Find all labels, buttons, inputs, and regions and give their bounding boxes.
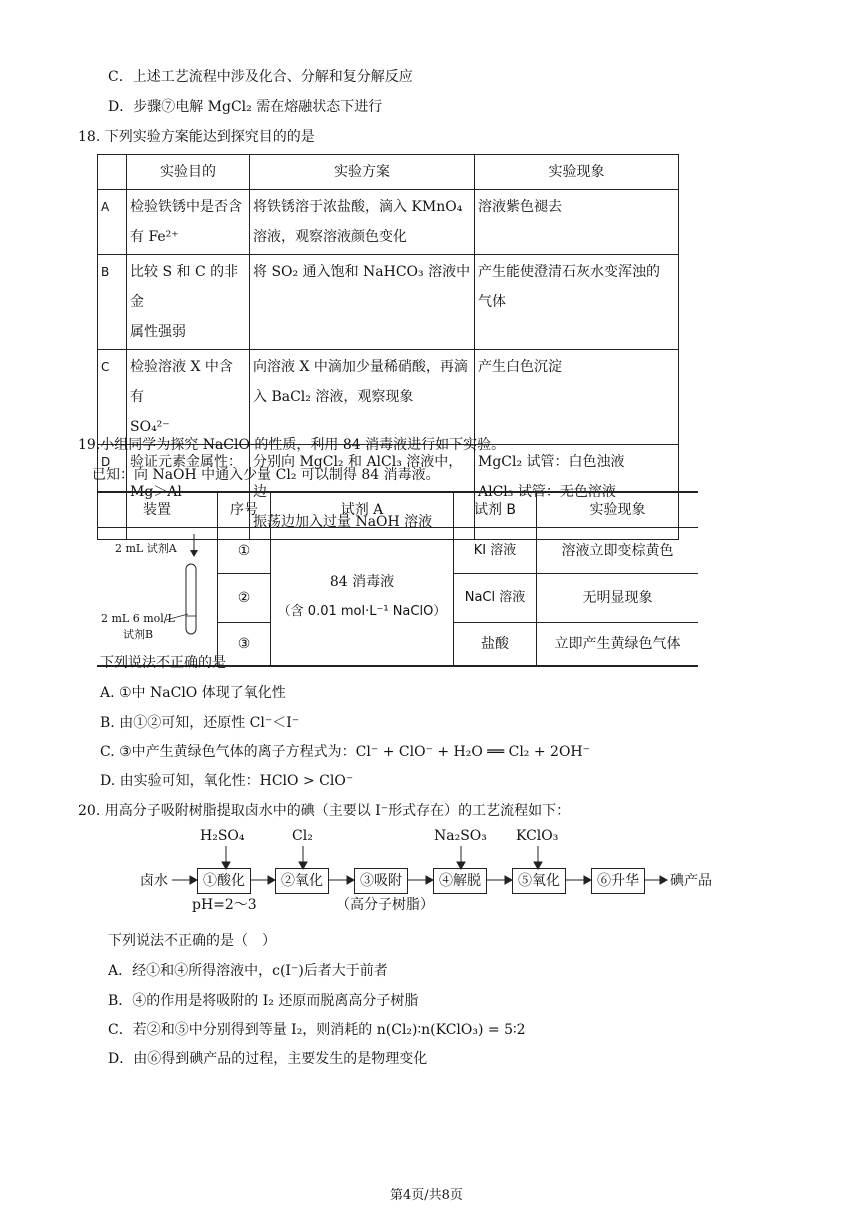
apparatus-cell xyxy=(97,528,218,667)
plan-text: 入 BaCl₂ 溶液，观察现象 xyxy=(253,389,414,405)
plan-text: 分别向 MgCl₂ 和 AlCl₃ 溶液中，边 xyxy=(253,454,463,500)
observation: 立即产生黄绿色气体 xyxy=(537,622,699,666)
table-header-cell: 实验方案 xyxy=(250,155,475,190)
flow-step-oxidize-2: ⑤氧化 xyxy=(512,868,566,894)
q20-option-c: C．若②和⑤中分别得到等量 I₂，则消耗的 n(Cl₂)∶n(KClO₃) = 5∶2 xyxy=(108,1022,526,1038)
plan-text: 将铁锈溶于浓盐酸，滴入 KMnO₄ xyxy=(253,199,463,215)
table-header-cell: 实验目的 xyxy=(127,155,250,190)
obs-text: 产生能使澄清石灰水变浑浊的 xyxy=(478,264,660,280)
flow-step-oxidize: ②氧化 xyxy=(275,868,329,894)
obs-text: MgCl₂ 试管：白色浊液 xyxy=(478,454,625,470)
apparatus-label-b: 试剂B xyxy=(123,628,154,641)
q19-option-d: D. 由实验可知，氧化性：HClO > ClO⁻ xyxy=(100,773,354,789)
goal-text: 验证元素金属性： xyxy=(130,454,242,470)
q20-option-a: A．经①和④所得溶液中，c(I⁻)后者大于前者 xyxy=(108,963,388,979)
table-header-cell: 实验现象 xyxy=(537,492,699,528)
page-footer: 第4页/共8页 xyxy=(390,1188,463,1203)
row-number: ③ xyxy=(218,622,271,666)
flow-resin-note: （高分子树脂） xyxy=(336,897,434,913)
goal-text: 有 Fe²⁺ xyxy=(130,229,179,245)
flow-start: 卤水 xyxy=(140,873,168,889)
goal-text: 检验溶液 X 中含有 xyxy=(130,359,233,405)
goal-text: 属性强弱 xyxy=(130,324,186,340)
row-key: A xyxy=(98,190,127,255)
q20-flowchart xyxy=(140,828,740,918)
reagent-na2so3: Na₂SO₃ xyxy=(434,828,487,844)
reagent-a-name: 84 消毒液 xyxy=(329,573,395,590)
flow-end: 碘产品 xyxy=(670,873,712,889)
plan-text: 将 SO₂ 通入饱和 NaHCO₃ 溶液中 xyxy=(253,264,471,280)
row-key: B xyxy=(98,255,127,350)
table-header-cell xyxy=(98,155,127,190)
table-header-cell: 试剂 A xyxy=(271,492,454,528)
obs-text: 溶液紫色褪去 xyxy=(478,199,562,215)
reagent-b: NaCl 溶液 xyxy=(454,574,537,622)
q17-option-c: C．上述工艺流程中涉及化合、分解和复分解反应 xyxy=(108,69,413,85)
q19-prompt: 下列说法不正确的是 xyxy=(100,655,226,671)
flow-step-desorb: ④解脱 xyxy=(433,868,487,894)
flow-step-adsorb: ③吸附 xyxy=(354,868,408,894)
q19-table xyxy=(97,491,698,667)
reagent-b: 盐酸 xyxy=(454,622,537,666)
apparatus-label-b: 2 mL 6 mol/L xyxy=(101,612,175,625)
plan-text: 向溶液 X 中滴加少量稀硝酸，再滴 xyxy=(253,359,468,375)
observation: 无明显现象 xyxy=(537,574,699,622)
plan-text: 溶液，观察溶液颜色变化 xyxy=(253,229,407,245)
table-header-row xyxy=(98,155,679,190)
table-header-row xyxy=(97,492,698,528)
observation: 溶液立即变棕黄色 xyxy=(537,528,699,574)
q20-prompt: 下列说法不正确的是（ ） xyxy=(108,933,276,949)
row-key: D xyxy=(98,445,127,540)
q19-known: 已知：向 NaOH 中通入少量 Cl₂ 可以制得 84 消毒液。 xyxy=(92,467,440,483)
table-row xyxy=(98,255,679,350)
plan-text xyxy=(253,287,471,317)
table-header-cell: 试剂 B xyxy=(454,492,537,528)
reagent-a-cell xyxy=(271,528,454,667)
apparatus-label-a: 2 mL 试剂A xyxy=(115,542,177,555)
flow-step-sublime: ⑥升华 xyxy=(591,868,645,894)
goal-text: 比较 S 和 C 的非金 xyxy=(130,264,239,310)
obs-text: 产生白色沉淀 xyxy=(478,359,562,375)
obs-text: 气体 xyxy=(478,294,506,310)
q20-stem: 20. 用高分子吸附树脂提取卤水中的碘（主要以 I⁻形式存在）的工艺流程如下： xyxy=(78,803,571,819)
q19-stem: 19.小组同学为探究 NaClO 的性质，利用 84 消毒液进行如下实验。 xyxy=(78,437,506,453)
table-row xyxy=(97,528,698,574)
table-row xyxy=(98,350,679,445)
table-header-cell: 实验现象 xyxy=(475,155,679,190)
table-row xyxy=(98,190,679,255)
q19-option-a: A. ①中 NaClO 体现了氧化性 xyxy=(100,685,286,701)
row-number: ② xyxy=(218,574,271,622)
q19-option-b: B. 由①②可知，还原性 Cl⁻＜I⁻ xyxy=(100,715,300,731)
obs-text xyxy=(478,382,675,412)
row-number: ① xyxy=(218,528,271,574)
table-header-cell: 装置 xyxy=(97,492,218,528)
row-key: C xyxy=(98,350,127,445)
plan-text: 振荡边加入过量 NaOH 溶液 xyxy=(253,514,433,530)
q20-option-b: B．④的作用是将吸附的 I₂ 还原而脱离高分子树脂 xyxy=(108,993,419,1009)
flow-ph-note: pH=2～3 xyxy=(192,897,257,913)
reagent-h2so4: H₂SO₄ xyxy=(200,828,245,844)
goal-text: SO₄²⁻ xyxy=(130,419,170,435)
q20-option-d: D．由⑥得到碘产品的过程，主要发生的是物理变化 xyxy=(108,1051,428,1067)
q18-stem: 18. 下列实验方案能达到探究目的的是 xyxy=(78,129,315,145)
reagent-b: KI 溶液 xyxy=(454,528,537,574)
q17-option-d: D．步骤⑦电解 MgCl₂ 需在熔融状态下进行 xyxy=(108,99,383,115)
reagent-cl2: Cl₂ xyxy=(292,828,313,844)
q19-option-c: C. ③中产生黄绿色气体的离子方程式为：Cl⁻ + ClO⁻ + H₂O ══ Cl₂ + 2OH⁻ xyxy=(100,744,591,760)
obs-text: AlCl₃ 试管：无色溶液 xyxy=(478,484,616,500)
reagent-kclo3: KClO₃ xyxy=(516,828,559,844)
goal-text: 检验铁锈中是否含 xyxy=(130,199,242,215)
table-header-cell: 序号 xyxy=(218,492,271,528)
goal-text: Mg＞Al xyxy=(130,484,182,500)
flow-step-acidify: ①酸化 xyxy=(197,868,251,894)
reagent-a-conc: （含 0.01 mol·L⁻¹ NaClO） xyxy=(277,603,447,619)
